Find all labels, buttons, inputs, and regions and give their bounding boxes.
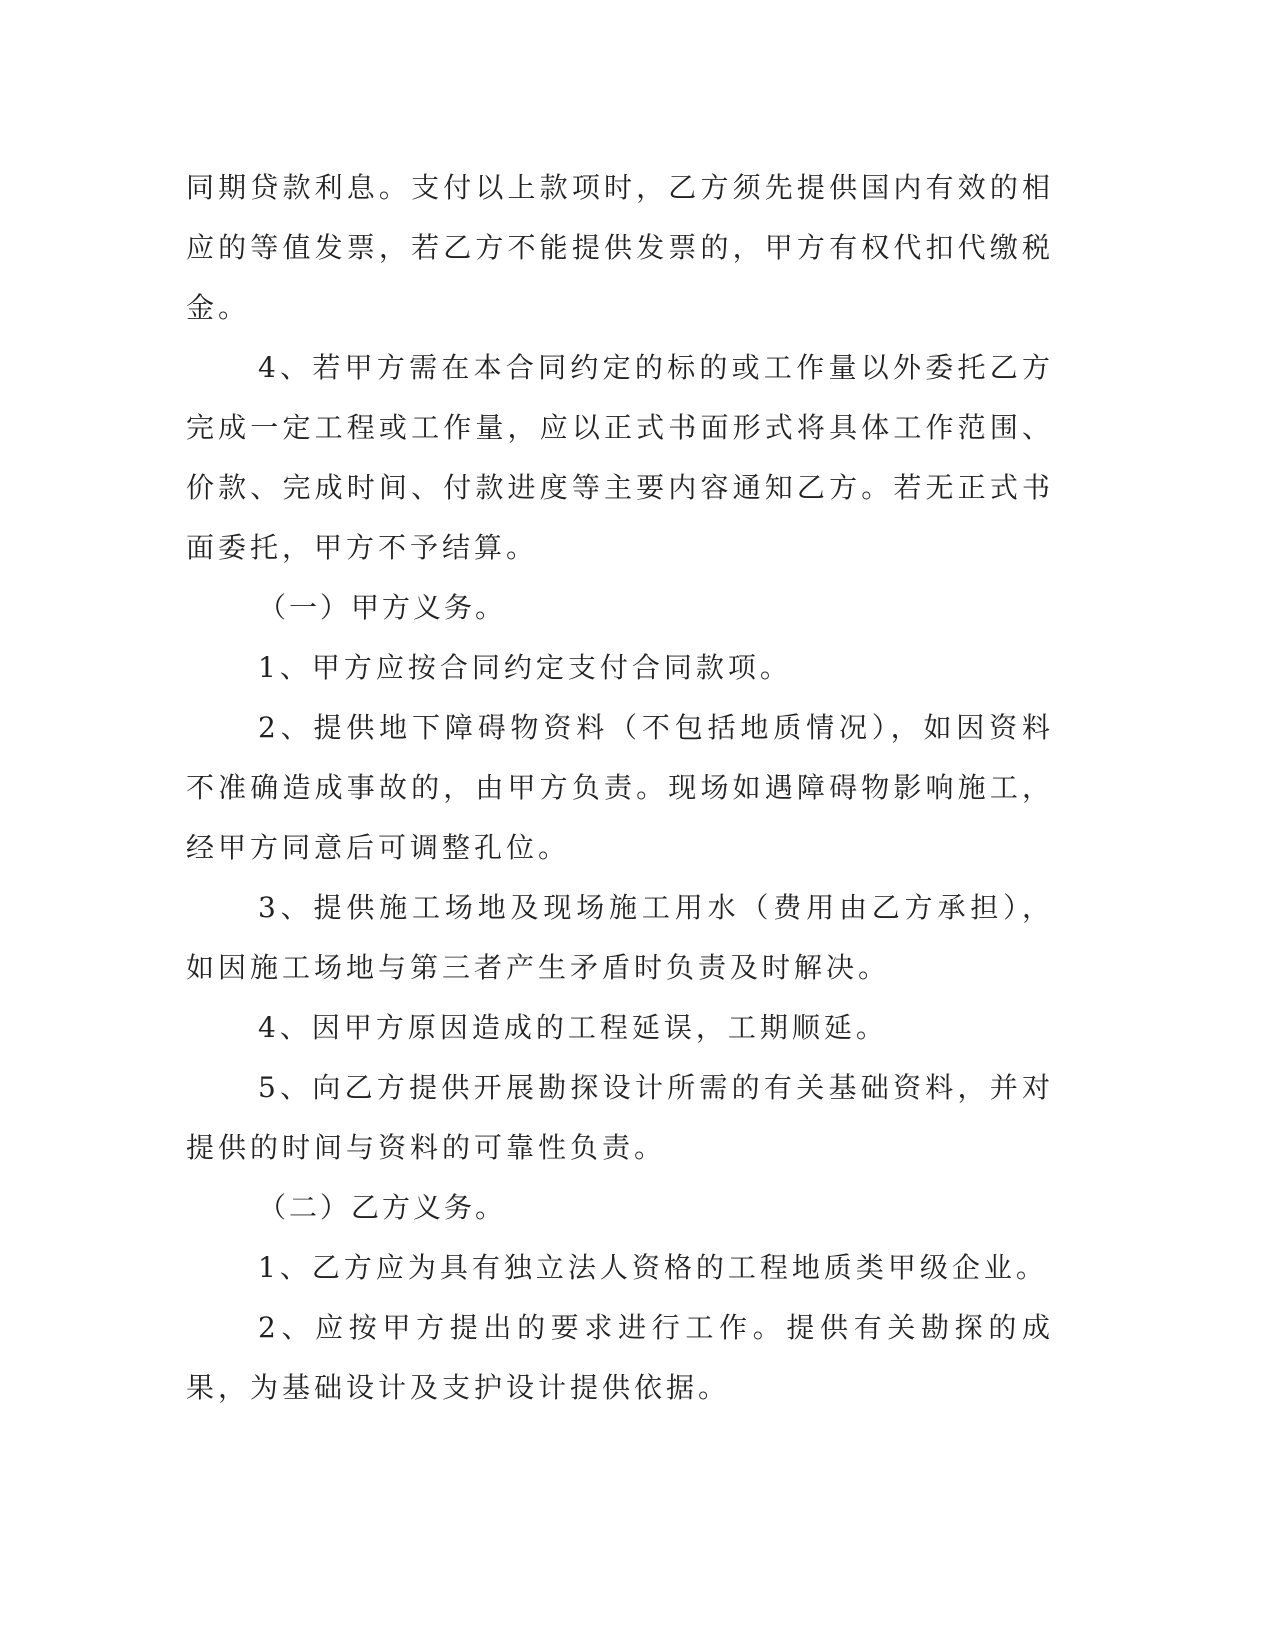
paragraph-party-b-item-2: 2、应按甲方提出的要求进行工作。提供有关勘探的成果，为基础设计及支护设计提供依据。 <box>186 1311 1054 1404</box>
paragraph-party-a-item-3: 3、提供施工场地及现场施工用水（费用由乙方承担），如因施工场地与第三者产生矛盾时负责及时解决。 <box>186 891 1054 984</box>
paragraph-party-b-item-1: 1、乙方应为具有独立法人资格的工程地质类甲级企业。 <box>258 1251 1048 1284</box>
paragraph-clause-4-extra-work: 4、若甲方需在本合同约定的标的或工作量以外委托乙方完成一定工程或工作量，应以正式书面形式将具体工作范围、价款、完成时间、付款进度等主要内容通知乙方。若无正式书面委托，甲方不予结算。 <box>186 351 1054 564</box>
paragraph-payment-invoice: 同期贷款利息。支付以上款项时，乙方须先提供国内有效的相应的等值发票，若乙方不能提供发票的，甲方有权代扣代缴税金。 <box>186 171 1054 324</box>
paragraph-party-a-item-1: 1、甲方应按合同约定支付合同款项。 <box>258 651 792 684</box>
section-heading-party-a-obligations: （一）甲方义务。 <box>258 591 507 624</box>
paragraph-party-a-item-4: 4、因甲方原因造成的工程延误，工期顺延。 <box>258 1011 888 1044</box>
paragraph-party-a-item-2: 2、提供地下障碍物资料（不包括地质情况），如因资料不准确造成事故的，由甲方负责。现场如遇障碍物影响施工，经甲方同意后可调整孔位。 <box>186 711 1054 864</box>
paragraph-party-a-item-5: 5、向乙方提供开展勘探设计所需的有关基础资料，并对提供的时间与资料的可靠性负责。 <box>186 1071 1054 1164</box>
section-heading-party-b-obligations: （二）乙方义务。 <box>258 1191 507 1224</box>
document-body <box>186 158 1054 1418</box>
